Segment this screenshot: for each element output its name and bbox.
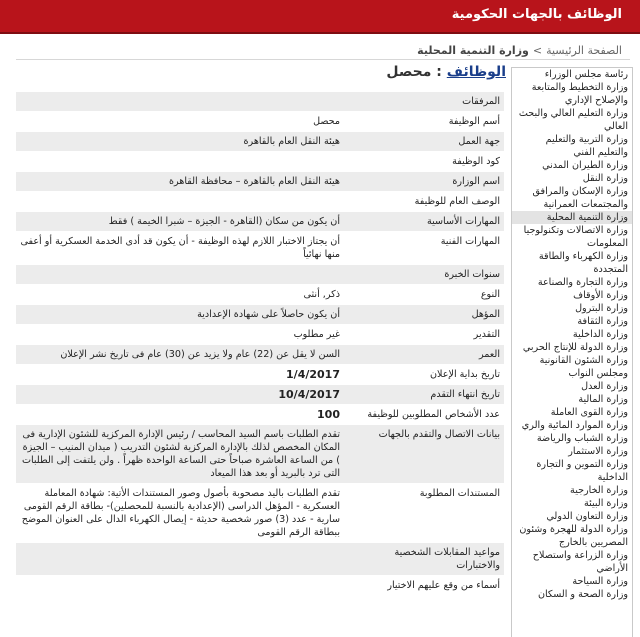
detail-label: مواعيد المقابلات الشخصية والاختبارات — [344, 543, 504, 576]
detail-row — [16, 305, 504, 325]
sidebar-item[interactable]: وزارة البيئة — [583, 498, 628, 509]
detail-row — [16, 405, 504, 425]
sidebar-item[interactable]: وزارة الدولة للهجرة وشئون المصريين بالخارج — [519, 524, 628, 548]
sidebar-item[interactable]: وزارة الكهرباء والطاقة المتجددة — [538, 251, 628, 275]
sidebar-item[interactable]: وزارة البترول — [575, 303, 628, 314]
detail-label: أسماء من وقع عليهم الاختيار — [344, 576, 504, 596]
detail-label: النوع — [344, 285, 504, 305]
detail-value — [16, 192, 344, 212]
detail-value: هيئة النقل العام بالقاهرة – محافظة القاهرة — [16, 172, 344, 192]
detail-row — [16, 112, 504, 132]
detail-label: المستندات المطلوبة — [344, 484, 504, 543]
breadcrumb-current: وزارة التنمية المحلية — [417, 44, 529, 57]
sidebar-item[interactable]: وزارة الاتصالات وتكنولوجيا المعلومات — [523, 225, 628, 249]
header-bar — [0, 0, 640, 34]
detail-value: أن يكون حاصلاً على شهادة الإعدادية — [16, 305, 344, 325]
detail-label: المهارات الفنية — [344, 232, 504, 265]
sidebar-item[interactable]: وزارة الشباب والرياضة — [536, 433, 628, 444]
sidebar-item[interactable]: وزارة التنمية المحلية — [512, 211, 632, 224]
detail-row — [16, 265, 504, 285]
detail-row — [16, 152, 504, 172]
breadcrumb — [417, 44, 622, 57]
sidebar-item[interactable]: وزارة النقل — [582, 173, 628, 184]
detail-row — [16, 325, 504, 345]
sidebar-item[interactable]: وزارة الثقافة — [577, 316, 628, 327]
detail-row — [16, 132, 504, 152]
detail-value: السن لا يقل عن (22) عام ولا يزيد عن (30) عام فى تاريخ نشر الإعلان — [16, 345, 344, 365]
detail-value — [16, 265, 344, 285]
detail-value — [16, 152, 344, 172]
sidebar-item[interactable]: وزارة الاستثمار — [568, 446, 628, 457]
detail-label: أسم الوظيفة — [344, 112, 504, 132]
detail-label: عدد الأشخاص المطلوبين للوظيفة — [344, 405, 504, 425]
detail-label: جهة العمل — [344, 132, 504, 152]
job-details-table — [16, 92, 504, 596]
detail-value: 1/4/2017 — [16, 365, 344, 385]
detail-row — [16, 543, 504, 576]
detail-row — [16, 365, 504, 385]
detail-label: الوصف العام للوظيفة — [344, 192, 504, 212]
sidebar-item[interactable]: رئاسة مجلس الوزراء — [544, 69, 628, 80]
detail-label: تاريخ بداية الإعلان — [344, 365, 504, 385]
detail-label: المؤهل — [344, 305, 504, 325]
jobs-link[interactable]: الوظائف — [446, 64, 506, 80]
detail-row — [16, 192, 504, 212]
detail-value: 100 — [16, 405, 344, 425]
detail-label: اسم الوزارة — [344, 172, 504, 192]
detail-row — [16, 92, 504, 112]
detail-value — [16, 92, 344, 112]
detail-value: ذكر, أنثى — [16, 285, 344, 305]
sidebar-item[interactable]: وزارة الإسكان والمرافق والمجتمعات العمرانية — [532, 186, 628, 210]
detail-value — [16, 543, 344, 576]
detail-value: تقدم الطلبات باسم السيد المحاسب / رئيس الإدارة المركزية للشئون الإدارية فى المكان المخصص لذلك بالإدارة المركزية لشئون التدريب ( ميدان المنيب – الجيزة ) من الساعة العاشرة صباحاً حتى الساعة الواحدة ظهراً . ولن يلتفت إلى الطلبات التى ترد بالبريد أو بعد هذا الميعاد — [16, 425, 344, 484]
sidebar-item[interactable]: وزارة الخارجية — [570, 485, 628, 496]
sidebar-item[interactable]: وزارة الطيران المدني — [542, 160, 628, 171]
detail-label: سنوات الخبرة — [344, 265, 504, 285]
breadcrumb-divider — [16, 59, 630, 60]
sidebar-item[interactable]: وزارة العدل — [581, 381, 628, 392]
page-title — [386, 64, 506, 80]
detail-row — [16, 484, 504, 543]
sidebar-item[interactable]: وزارة الداخلية — [572, 329, 628, 340]
detail-label: بيانات الاتصال والتقدم بالجهات — [344, 425, 504, 484]
detail-value: غير مطلوب — [16, 325, 344, 345]
detail-value: أن يكون من سكان (القاهرة - الجيزة – شبرا الخيمة ) فقط — [16, 212, 344, 232]
detail-label: المرفقات — [344, 92, 504, 112]
detail-value: أن يجتاز الاختبار اللازم لهذه الوظيفة - أن يكون قد أدى الخدمة العسكرية أو أعفى منها نهائياً — [16, 232, 344, 265]
sidebar-item[interactable]: وزارة الموارد المائية والري — [521, 420, 628, 431]
sidebar-item[interactable]: وزارة الزراعة واستصلاح الأراضي — [532, 550, 628, 574]
detail-value: هيئة النقل العام بالقاهرة — [16, 132, 344, 152]
breadcrumb-separator: > — [532, 44, 543, 57]
detail-label: كود الوظيفة — [344, 152, 504, 172]
header-title: الوظائف بالجهات الحكومية — [451, 7, 622, 22]
detail-row — [16, 385, 504, 405]
sidebar-item[interactable]: وزارة التموين و التجارة الداخلية — [536, 459, 628, 483]
detail-row — [16, 576, 504, 596]
detail-label: التقدير — [344, 325, 504, 345]
sidebar-item[interactable]: وزارة التجارة والصناعة — [537, 277, 628, 288]
detail-row — [16, 285, 504, 305]
sidebar-item[interactable]: وزارة الدولة للإنتاج الحربي — [522, 342, 628, 353]
sidebar-item[interactable]: وزارة التربية والتعليم والتعليم الفني — [545, 134, 628, 158]
detail-row — [16, 232, 504, 265]
breadcrumb-home-link[interactable]: الصفحة الرئيسية — [546, 44, 622, 57]
sidebar-item[interactable]: وزارة التعليم العالي والبحث العالي — [518, 108, 628, 132]
sidebar-item[interactable]: وزارة القوى العاملة — [550, 407, 628, 418]
sidebar-item[interactable]: وزارة المالية — [578, 394, 628, 405]
job-title-suffix: : محصل — [386, 64, 447, 80]
sidebar-item[interactable]: وزارة الصحة و السكان — [537, 589, 628, 600]
detail-row — [16, 345, 504, 365]
detail-value: تقدم الطلبات باليد مصحوبة بأصول وصور المستندات الأتية: شهادة المعاملة العسكرية - المؤهل الدراسى (الإعدادية بالنسبة للمحصلين)- بطاقة الرقم القومى سارية - عدد (3) صور شخصية حديثة - إيصال الكهرباء الدال على العنوان الموضح ببطاقة الرقم القومى — [16, 484, 344, 543]
sidebar-item[interactable]: وزارة السياحة — [572, 576, 628, 587]
sidebar-item[interactable]: وزارة الشئون القانونية ومجلس النواب — [539, 355, 628, 379]
detail-value — [16, 576, 344, 596]
detail-label: تاريخ انتهاء التقدم — [344, 385, 504, 405]
detail-value: محصل — [16, 112, 344, 132]
sidebar-item[interactable]: وزارة الأوقاف — [573, 290, 628, 301]
detail-row — [16, 212, 504, 232]
detail-row — [16, 425, 504, 484]
detail-value: 10/4/2017 — [16, 385, 344, 405]
detail-row — [16, 172, 504, 192]
sidebar-item[interactable]: وزارة التخطيط والمتابعة والإصلاح الإداري — [531, 82, 628, 106]
ministries-sidebar — [511, 67, 633, 637]
detail-label: العمر — [344, 345, 504, 365]
sidebar-item[interactable]: وزارة التعاون الدولي — [546, 511, 628, 522]
detail-label: المهارات الأساسية — [344, 212, 504, 232]
